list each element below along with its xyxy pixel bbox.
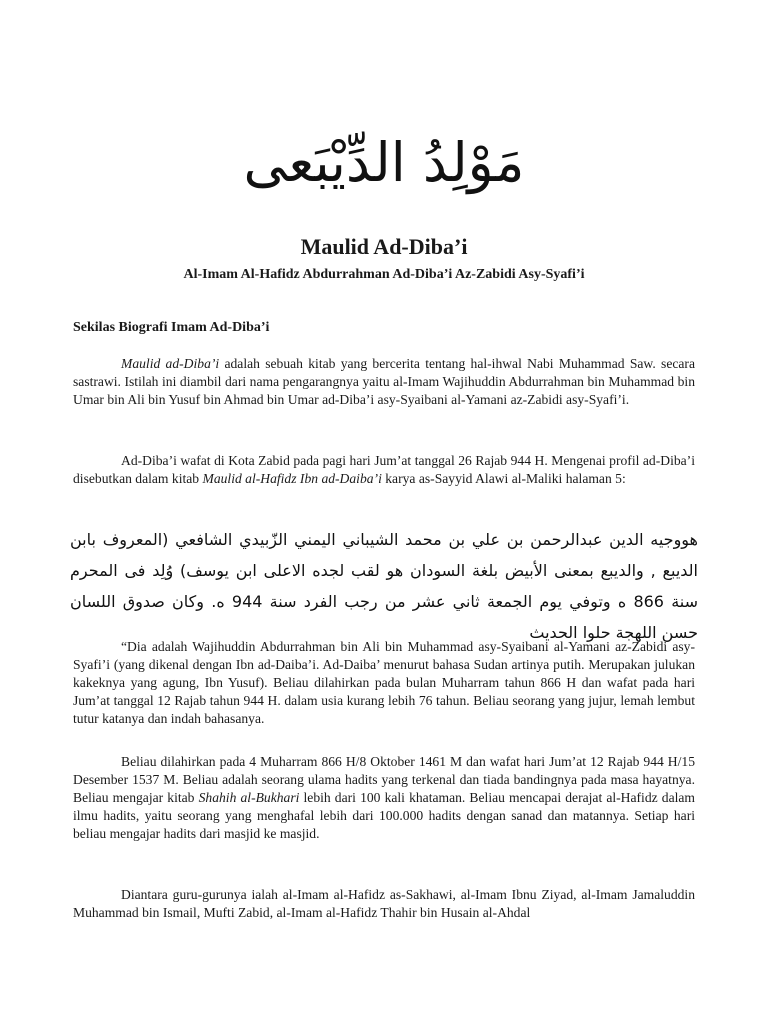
paragraph-text: adalah sebuah kitab yang bercerita tentang hal-ihwal Nabi Muhammad Saw. secara sastrawi. Istilah ini diambil dari nama pengarangnya yaitu al-Imam Wajihuddin Abdurrahman bin Muhammad bin Umar bin Ali bin Yusuf bin Ahmad bin Umar ad-Diba’i asy-Syaibani al-Yamani az-Zabidi asy-Syafi’i. bbox=[73, 356, 695, 407]
paragraph-intro bbox=[73, 355, 695, 409]
paragraph-text: karya as-Sayyid Alawi al-Maliki halaman 5: bbox=[381, 471, 626, 486]
arabic-quote: هووجيه الدين عبدالرحمن بن علي بن محمد الشيباني اليمني الزّبيدي الشافعي (المعروف بابن الديبع , والديبع بمعنى الأبيض بلغة السودان هو لقب لجده الاعلى ابن يوسف) وُلِد فى المحرم سنة 866 ه وتوفي يوم الجمعة ثاني عشر من رجب الفرد سنة 944 ه. وكان صدوق اللسان حسن اللهجة حلوا الحديث bbox=[70, 530, 699, 642]
section-heading: Sekilas Biografi Imam Ad-Diba’i bbox=[73, 320, 270, 335]
page-title: Maulid Ad-Diba’i bbox=[300, 234, 468, 259]
kitab-title-italic: Shahih al-Bukhari bbox=[198, 790, 300, 805]
paragraph-translation: “Dia adalah Wajihuddin Abdurrahman bin Ali bin Muhammad asy-Syaibani al-Yamani az-Zabidi asy-Syafi’i (yang dikenal dengan Ibn ad-Daiba’i. Ad-Daiba’ menurut bahasa Sudan artinya putih. Merupakan julukan kakeknya yang agung, Ibn Yusuf). Beliau dilahirkan pada bulan Muharram tahun 866 H dan wafat pada hari Jum’at tanggal 12 Rajab tahun 944 H. dalam usia kurang lebih 76 tahun. Beliau seorang yang jujur, lemah lembut tutur katanya dan indah bahasanya. bbox=[73, 639, 695, 726]
paragraph-death bbox=[73, 452, 695, 488]
paragraph-birth bbox=[73, 753, 695, 843]
page-subtitle: Al-Imam Al-Hafidz Abdurrahman Ad-Diba’i Az-Zabidi Asy-Syafi’i bbox=[183, 267, 585, 282]
paragraph-text: Beliau dilahirkan pada 4 Muharram 866 H/8 Oktober 1461 M dan wafat hari Jum’at 12 Rajab 944 H/15 Desember 1537 M. Beliau adalah seorang ulama hadits yang terkenal dan tiada bandingnya pada masa hayatnya. Beliau mengajar kitab bbox=[73, 754, 695, 805]
paragraph-teachers: Diantara guru-gurunya ialah al-Imam al-Hafidz as-Sakhawi, al-Imam Ibnu Ziyad, al-Imam Jamaluddin Muhammad bin Ismail, Mufti Zabid, al-Imam al-Hafidz Thahir bin Husain al-Ahdal bbox=[73, 887, 695, 920]
paragraph-text: Ad-Diba’i wafat di Kota Zabid pada pagi hari Jum’at tanggal 26 Rajab 944 H. Mengenai profil ad-Diba’i disebutkan dalam kitab bbox=[73, 453, 695, 486]
arabic-title: مَوْلِدُ الدِّيْبَعى bbox=[243, 131, 525, 194]
kitab-title-italic: Maulid ad-Diba’i bbox=[121, 356, 220, 371]
paragraph-text: lebih dari 100 kali khataman. Beliau mencapai derajat al-Hafidz dalam ilmu hadits, yaitu seorang yang menghafal lebih dari 100.000 hadits dengan sanad dan matannya. Setiap hari beliau mengajar hadits dari masjid ke masjid. bbox=[73, 790, 695, 841]
kitab-title-italic: Maulid al-Hafidz Ibn ad-Daiba’i bbox=[202, 471, 382, 486]
